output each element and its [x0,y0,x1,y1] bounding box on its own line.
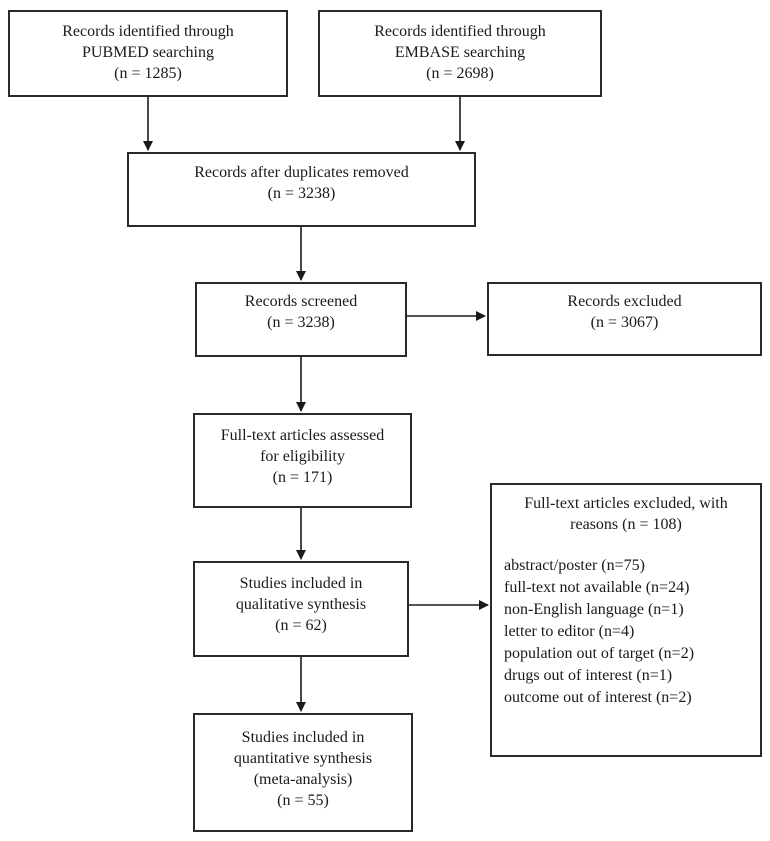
box-records-excluded [487,282,762,356]
exclusion-reason-item: outcome out of interest (n=2) [504,689,692,706]
box-records-embase [318,10,602,97]
box-count: (n = 171) [272,469,333,486]
box-count: (n = 62) [275,617,327,634]
box-records-pubmed [8,10,288,97]
box-quantitative-synthesis [193,713,413,832]
exclusion-reason-item: non-English language (n=1) [504,601,684,618]
box-text-line: Records screened [244,293,358,310]
box-title-line: Full-text articles excluded, with [524,495,728,512]
box-title-line: reasons (n = 108) [570,516,682,533]
box-text-line: EMBASE searching [394,44,526,61]
box-text-line: Records excluded [567,293,682,310]
box-text-line: Records identified through [374,23,546,40]
box-qualitative-synthesis [193,561,409,657]
box-text-line: Records identified through [62,23,234,40]
box-text-line: (meta-analysis) [253,771,353,788]
exclusion-reason-item: full-text not available (n=24) [504,579,690,596]
box-text-line: Full-text articles assessed [220,427,385,444]
box-text-line: Studies included in [239,575,363,592]
box-text-line: Records after duplicates removed [194,164,409,181]
box-count: (n = 3238) [267,314,335,331]
box-records-screened [195,282,407,357]
exclusion-reasons-list [492,555,760,709]
exclusion-reason-item: abstract/poster (n=75) [504,557,645,574]
box-count: (n = 3067) [590,314,659,331]
exclusion-reason-item: drugs out of interest (n=1) [504,667,673,684]
box-count: (n = 1285) [114,65,182,82]
box-text-line: for eligibility [260,448,345,465]
box-fulltext-assessed [193,413,412,508]
exclusion-reason-item: population out of target (n=2) [504,645,695,662]
box-text-line: PUBMED searching [82,44,214,61]
box-duplicates-removed [127,152,476,227]
box-count: (n = 2698) [426,65,494,82]
box-fulltext-excluded-reasons [490,483,762,757]
box-count: (n = 55) [277,792,329,809]
box-count: (n = 3238) [267,185,336,202]
box-text-line: quantitative synthesis [233,750,373,767]
exclusion-reason-item: letter to editor (n=4) [504,623,635,640]
box-text-line: qualitative synthesis [235,596,367,613]
box-text-line: Studies included in [241,729,365,746]
